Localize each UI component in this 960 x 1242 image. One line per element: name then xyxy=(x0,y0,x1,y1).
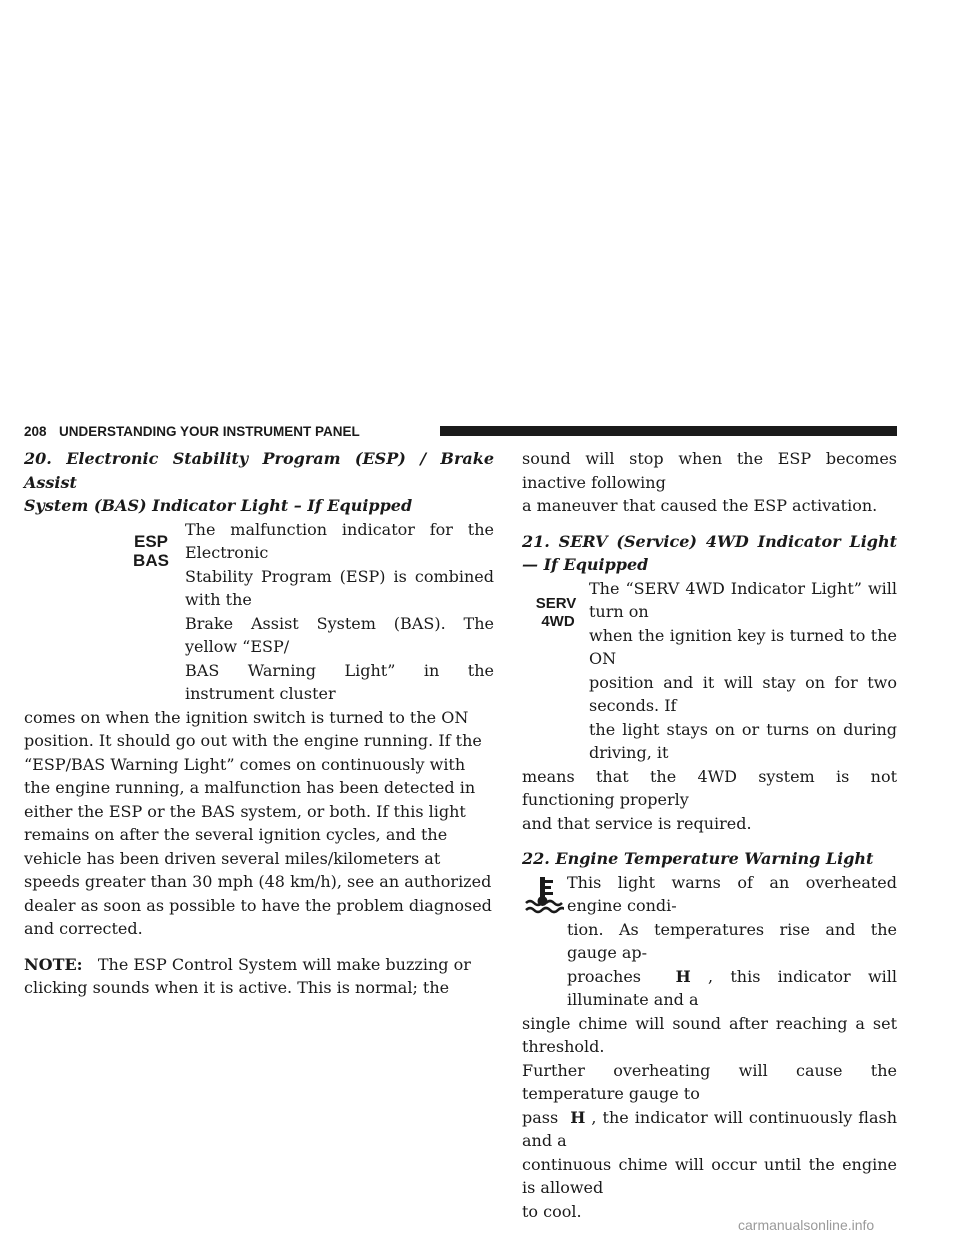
text-line: Brake Assist System (BAS). The yellow “ESP/ xyxy=(185,613,494,656)
section-22-icon-block xyxy=(522,871,897,1012)
section-22 xyxy=(522,847,897,1223)
text-line: vehicle has been driven several miles/kilometers at xyxy=(24,848,441,868)
text-line: “ESP/BAS Warning Light” comes on continuously with xyxy=(24,754,466,774)
icon-text-bottom: BAS xyxy=(133,550,169,570)
text-line: This light warns of an overheated engine condi- xyxy=(567,872,897,915)
section-21-heading: 21. SERV (Service) 4WD Indicator Light — If Equipped xyxy=(522,531,897,574)
section-title: UNDERSTANDING YOUR INSTRUMENT PANEL xyxy=(59,424,360,439)
text-line: Stability Program (ESP) is combined with the xyxy=(185,566,494,609)
heading-line: System (BAS) Indicator Light – If Equipped xyxy=(24,496,413,515)
note-label: NOTE: xyxy=(24,954,83,974)
text-line: tion. As temperatures rise and the gauge ap- xyxy=(567,919,897,962)
text-line: , this indicator will illuminate and a xyxy=(567,966,898,1009)
section-22-heading: 22. Engine Temperature Warning Light xyxy=(522,849,874,868)
text-line: and corrected. xyxy=(24,919,143,938)
section-20-body xyxy=(24,706,494,941)
text-line: position and it will stay on for two seconds. If xyxy=(589,672,897,715)
esp-bas-icon xyxy=(128,530,174,570)
text-line: proaches xyxy=(567,966,642,986)
text-line: single chime will sound after reaching a set threshold. xyxy=(522,1013,897,1056)
text-line: comes on when the ignition switch is turned to the ON xyxy=(24,707,469,727)
serv-4wd-icon xyxy=(530,591,582,631)
page-header xyxy=(0,424,900,444)
text-line: speeds greater than 30 mph (48 km/h), see an authorized xyxy=(24,872,492,891)
left-column xyxy=(24,447,494,1000)
heading-line: 20. Electronic Stability Program (ESP) / Brake Assist xyxy=(24,449,494,492)
header-rule xyxy=(440,426,897,436)
section-20 xyxy=(24,447,494,1000)
section-22-body xyxy=(522,1012,897,1224)
text-line: sound will stop when the ESP becomes inactive following xyxy=(522,449,897,492)
section-21 xyxy=(522,530,897,836)
section-21-icon-block xyxy=(522,577,897,765)
text-line: The malfunction indicator for the Electronic xyxy=(185,519,494,562)
note-paragraph xyxy=(24,953,494,1000)
text-line: Further overheating will cause the temperature gauge to xyxy=(522,1060,897,1103)
text-line: , the indicator will continuously flash and a xyxy=(522,1107,897,1150)
text-line: remains on after the several ignition cycles, and the xyxy=(24,825,448,844)
text-line: the engine running, a malfunction has been detected in xyxy=(24,778,476,797)
text-line: to cool. xyxy=(522,1201,582,1221)
section-21-body xyxy=(522,765,897,836)
text-line: the light stays on or turns on during driving, it xyxy=(589,719,897,762)
text-line: The ESP Control System will make buzzing or xyxy=(97,954,471,974)
text-line: dealer as soon as possible to have the problem diagnosed xyxy=(24,895,492,915)
text-line: means that the 4WD system is not functioning properly xyxy=(522,766,897,809)
section-20-heading xyxy=(24,447,494,518)
engine-temperature-icon xyxy=(524,875,564,915)
text-line: BAS Warning Light” in the instrument cluster xyxy=(185,660,494,703)
section-20-continued xyxy=(522,447,897,518)
indented-text xyxy=(522,871,897,1012)
text-line: and that service is required. xyxy=(522,813,752,833)
page-number: 208 xyxy=(24,424,47,439)
text-line: clicking sounds when it is active. This is normal; the xyxy=(24,978,450,997)
text-line: either the ESP or the BAS system, or both. If this light xyxy=(24,801,466,821)
right-column xyxy=(522,447,897,1223)
text-line: when the ignition key is turned to the ON xyxy=(589,625,897,668)
text-line: a maneuver that caused the ESP activation. xyxy=(522,496,878,515)
icon-text-bottom: 4WD xyxy=(541,612,575,630)
watermark: carmanualsonline.info xyxy=(738,1217,875,1233)
section-20-icon-block xyxy=(24,518,494,706)
text-line: pass xyxy=(522,1107,559,1127)
text-line: continuous chime will occur until the engine is allowed xyxy=(522,1154,897,1197)
icon-text-top: ESP xyxy=(133,531,169,551)
gauge-h-marker: H xyxy=(675,966,691,986)
icon-text-top: SERV xyxy=(535,594,577,612)
gauge-h-marker: H xyxy=(570,1107,586,1127)
indented-text xyxy=(24,518,494,706)
text-line: position. It should go out with the engine running. If the xyxy=(24,731,482,750)
text-line: The “SERV 4WD Indicator Light” will turn on xyxy=(589,578,897,621)
